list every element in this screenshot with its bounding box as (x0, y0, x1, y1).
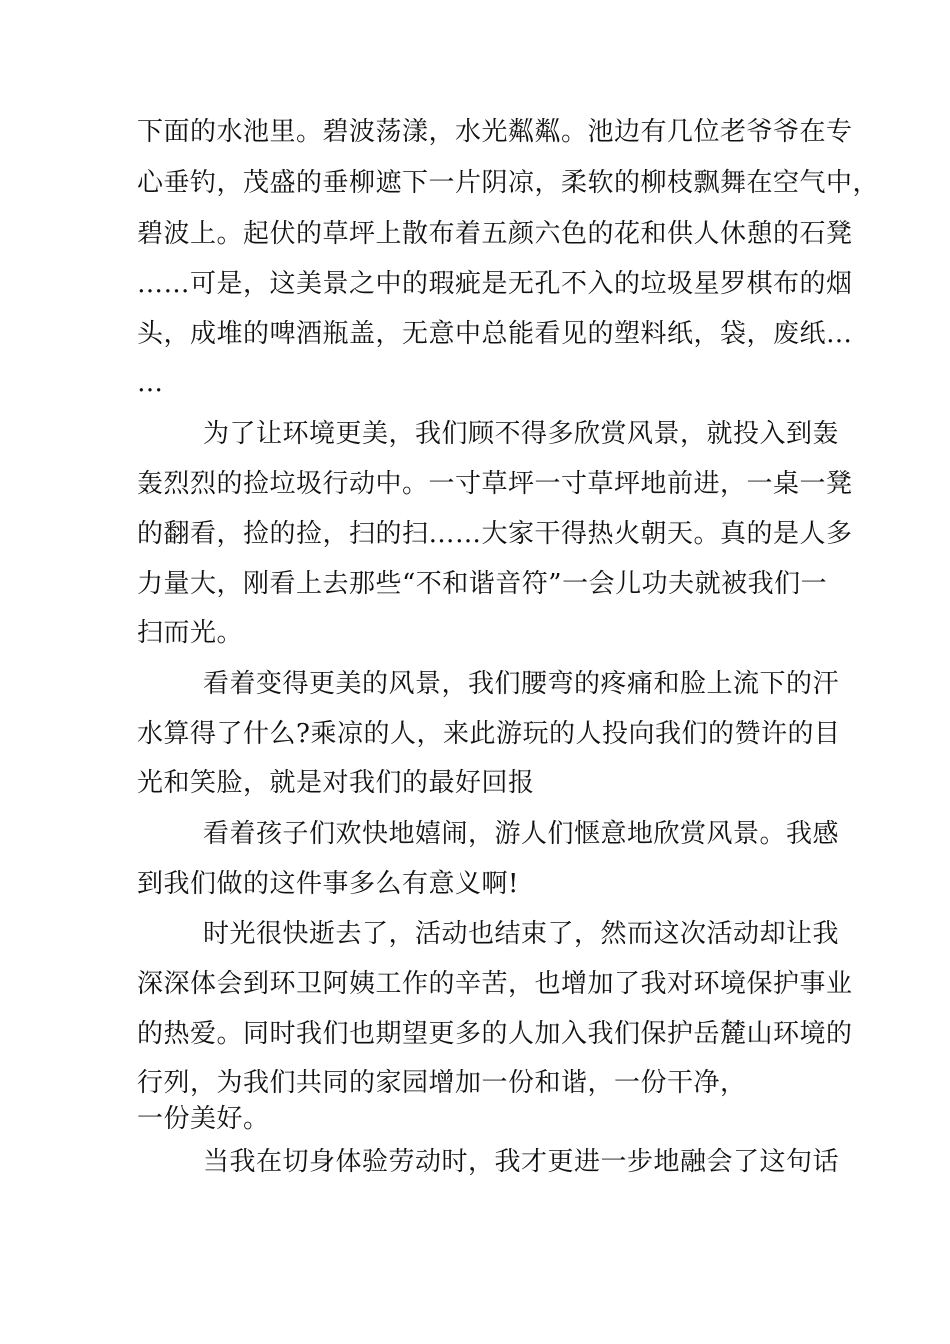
text-line: 轰烈烈的捡垃圾行动中。一寸草坪一寸草坪地前进，一桌一凳 (137, 469, 853, 499)
text-line: 心垂钓，茂盛的垂柳遮下一片阴凉，柔软的柳枝飘舞在空气中， (137, 168, 880, 198)
text-line: 下面的水池里。碧波荡漾，水光粼粼。池边有几位老爷爷在专 (137, 117, 853, 147)
paragraph-start-line: 看着孩子们欢快地嬉闹，游人们惬意地欣赏风景。我感 (203, 819, 840, 849)
text-line: 的热爱。同时我们也期望更多的人加入我们保护岳麓山环境的 (137, 1019, 853, 1049)
text-line: 头，成堆的啤酒瓶盖，无意中总能看见的塑料纸，袋，废纸… (137, 319, 853, 349)
text-line: 深深体会到环卫阿姨工作的辛苦，也增加了我对环境保护事业 (137, 969, 853, 999)
paragraph-start-line: 为了让环境更美，我们顾不得多欣赏风景，就投入到轰 (203, 419, 840, 449)
paragraph-start-line: 当我在切身体验劳动时，我才更进一步地融会了这句话 (203, 1147, 840, 1177)
paragraph-start-line: 时光很快逝去了，活动也结束了，然而这次活动却让我 (203, 919, 840, 949)
paragraph-start-line: 看着变得更美的风景，我们腰弯的疼痛和脸上流下的汗 (203, 669, 840, 699)
text-line: … (137, 368, 164, 398)
text-line: 碧波上。起伏的草坪上散布着五颜六色的花和供人休憩的石凳 (137, 219, 853, 249)
text-line: 一份美好。 (137, 1104, 270, 1134)
text-line: 行列，为我们共同的家园增加一份和谐，一份干净， (137, 1068, 747, 1098)
text-line: 到我们做的这件事多么有意义啊! (137, 869, 519, 899)
text-line: 水算得了什么?乘凉的人，来此游玩的人投向我们的赞许的目 (137, 719, 841, 749)
text-line: 的翻看，捡的捡，扫的扫……大家干得热火朝天。真的是人多 (137, 519, 853, 549)
text-line: 力量大，刚看上去那些“不和谐音符”一会儿功夫就被我们一 (137, 569, 828, 599)
text-line: ……可是，这美景之中的瑕疵是无孔不入的垃圾星罗棋布的烟 (137, 269, 853, 299)
text-line: 光和笑脸，就是对我们的最好回报 (137, 768, 535, 798)
text-line: 扫而光。 (137, 618, 244, 648)
